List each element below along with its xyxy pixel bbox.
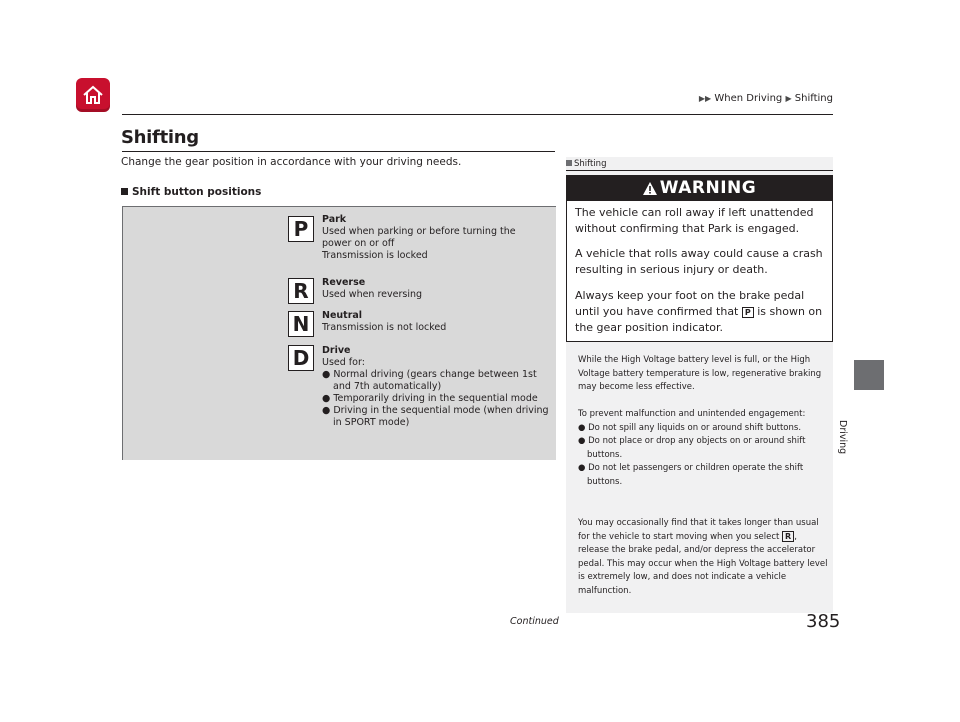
page-number: 385 bbox=[806, 611, 841, 632]
warning-paragraph: A vehicle that rolls away could cause a crash resulting in serious injury or death. bbox=[575, 247, 823, 276]
note-paragraph: To prevent malfunction and unintended engagement: ● Do not spill any liquids on or around shift buttons. ● Do not place or drop any objects on or around shift buttons. ● Do not let passengers or children operate the shift buttons. bbox=[578, 408, 828, 489]
warning-triangle-icon bbox=[643, 182, 657, 195]
page-title: Shifting bbox=[121, 127, 199, 148]
note-marker-icon bbox=[566, 160, 572, 166]
header-divider bbox=[122, 114, 833, 115]
warning-box bbox=[566, 175, 833, 342]
note-paragraph: While the High Voltage battery level is full, or the High Voltage battery temperature is low, regenerative braking may become less effective. bbox=[578, 355, 822, 392]
title-divider bbox=[122, 151, 555, 152]
breadcrumb-arrow-icon: ▶▶ bbox=[698, 94, 712, 103]
note-paragraph: You may occasionally find that it takes longer than usual for the vehicle to start moving when you select R , release the brake pedal, and/or depress the accelerator pedal. This may occur when the High Voltage battery level is extremely low, and does not indicate a vehicle malfunction. bbox=[578, 518, 828, 596]
gear-description-drive: Drive Used for: ● Normal driving (gears change between 1st and 7th automatically) ● Temporarily driving in the sequential mode ● Driving in the sequential mode (when driving in SPORT mode) bbox=[322, 345, 557, 429]
breadcrumb-item[interactable]: Shifting bbox=[794, 93, 833, 104]
home-icon bbox=[81, 83, 105, 107]
warning-header: WARNING bbox=[567, 176, 832, 201]
gear-description-park: Park Used when parking or before turning the power on or off Transmission is locked bbox=[322, 214, 516, 261]
reverse-key-icon: R bbox=[782, 531, 794, 542]
chapter-tab[interactable] bbox=[854, 360, 884, 390]
square-bullet-icon bbox=[121, 188, 128, 195]
drive-button-icon: D bbox=[288, 345, 314, 371]
sidebar-divider bbox=[566, 170, 833, 171]
list-item: ● Driving in the sequential mode (when driving in SPORT mode) bbox=[322, 405, 549, 428]
gear-description-reverse: Reverse Used when reversing bbox=[322, 277, 423, 300]
park-button-icon: P bbox=[288, 216, 314, 242]
list-item: ● Do not spill any liquids on or around shift buttons. bbox=[578, 422, 802, 433]
chapter-tab-label: Driving bbox=[837, 420, 848, 455]
intro-text: Change the gear position in accordance with your driving needs. bbox=[121, 156, 462, 168]
home-button[interactable] bbox=[76, 78, 110, 112]
park-key-icon: P bbox=[742, 307, 754, 318]
neutral-button-icon: N bbox=[288, 311, 314, 337]
sidebar-heading: Shifting bbox=[566, 159, 606, 169]
list-item: ● Do not let passengers or children operate the shift buttons. bbox=[578, 463, 804, 487]
section-subheading: Shift button positions bbox=[121, 186, 261, 198]
breadcrumb-item[interactable]: When Driving bbox=[714, 93, 783, 104]
list-item: ● Do not place or drop any objects on or around shift buttons. bbox=[578, 436, 806, 460]
breadcrumb bbox=[699, 93, 833, 104]
warning-paragraph: Always keep your foot on the brake pedal until you have confirmed that P is shown on the gear position indicator. bbox=[575, 289, 823, 334]
gear-description-neutral: Neutral Transmission is not locked bbox=[322, 310, 447, 333]
breadcrumb-arrow-icon: ▶ bbox=[785, 94, 792, 103]
reverse-button-icon: R bbox=[288, 278, 314, 304]
list-item: ● Temporarily driving in the sequential mode bbox=[322, 393, 538, 404]
list-item: ● Normal driving (gears change between 1st and 7th automatically) bbox=[322, 369, 537, 392]
warning-paragraph: The vehicle can roll away if left unattended without confirming that Park is engaged. bbox=[575, 206, 814, 235]
continued-label: Continued bbox=[510, 616, 559, 627]
